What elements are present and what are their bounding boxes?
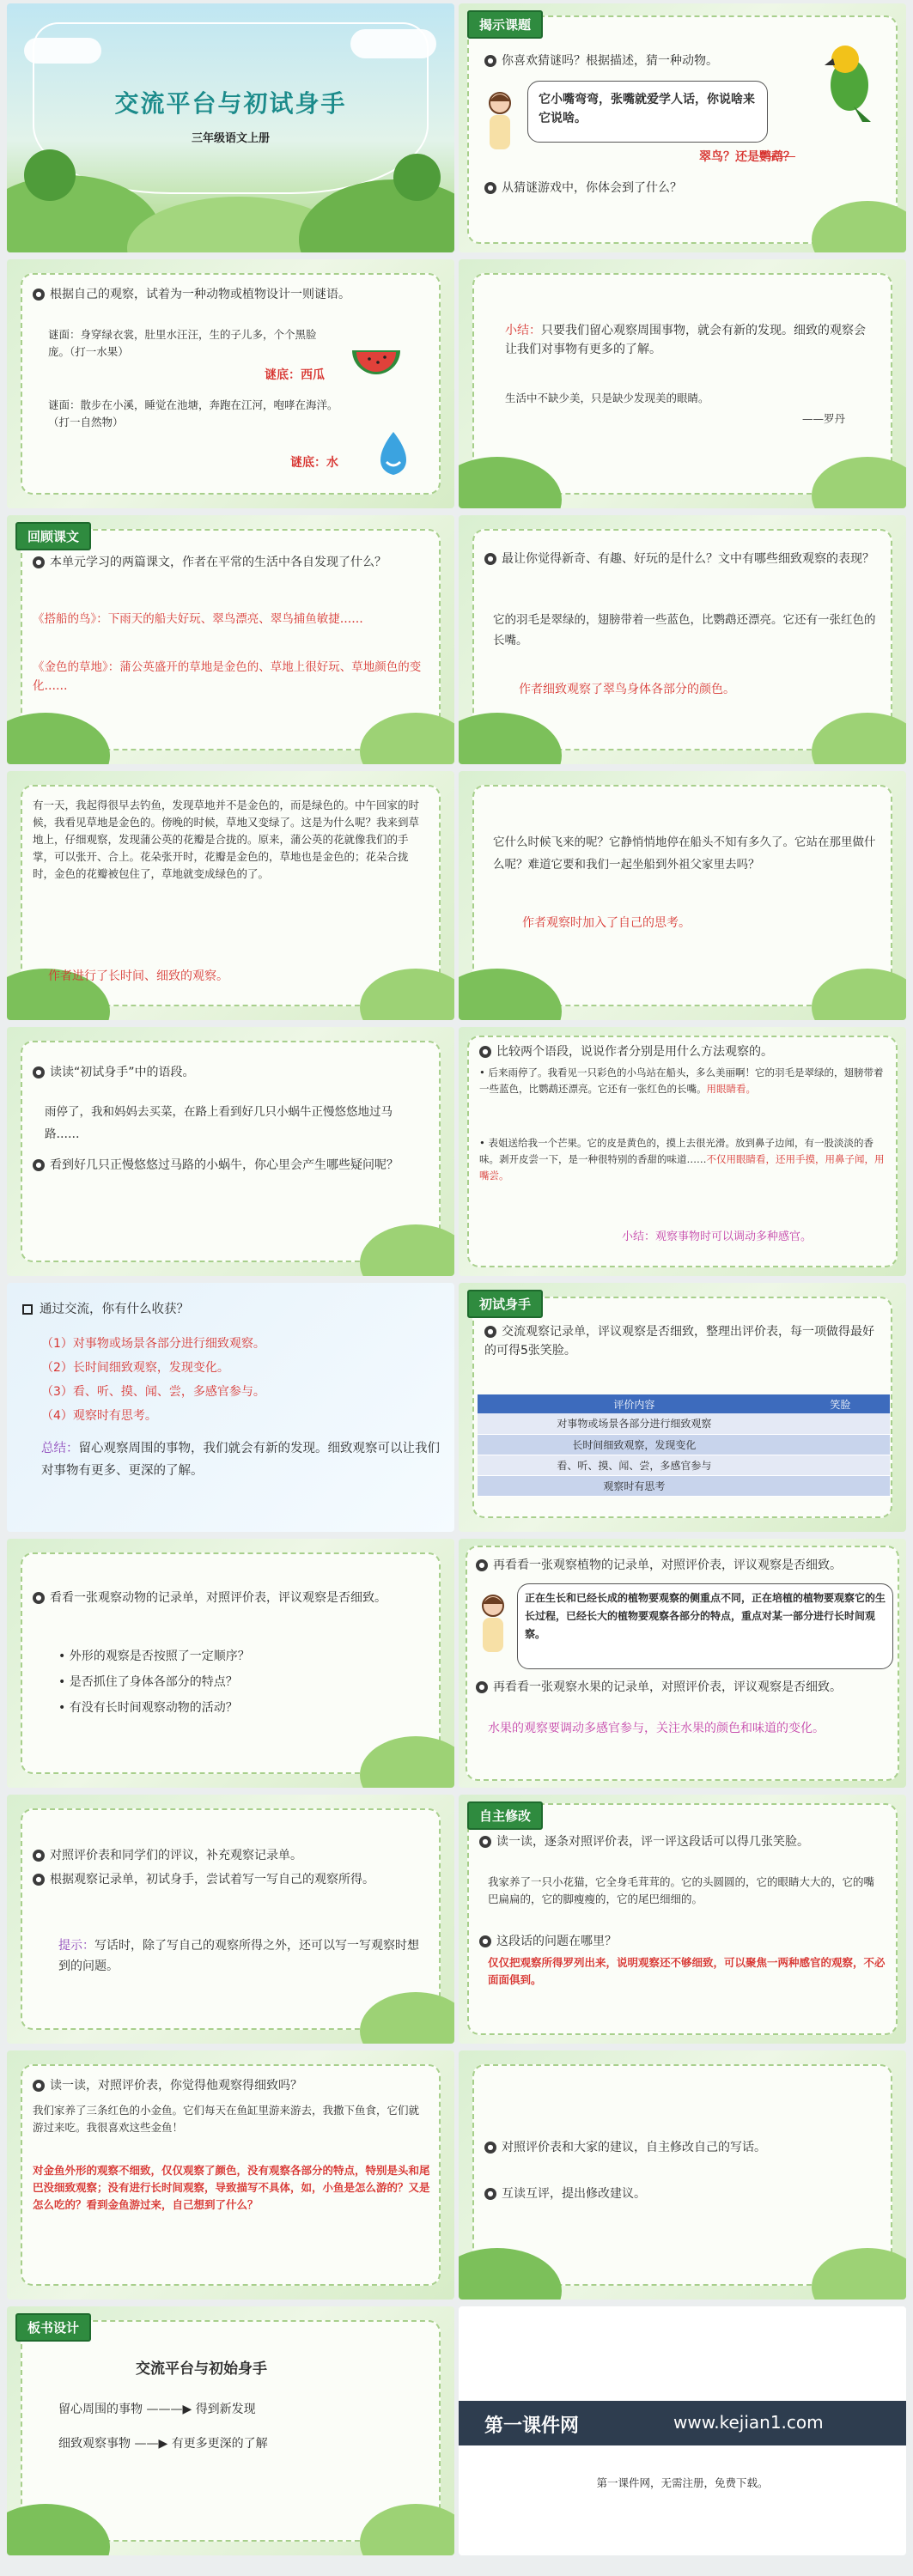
conclusion-text: 对金鱼外形的观察不细致，仅仅观察了颜色，没有观察各部分的特点，特别是头和尾巴没细致观察；没有进行长时间观察，导致描写不具体，如，小鱼是怎么游的？又是怎么吃的？看到金鱼游过来，自己想到了什么？ (33, 2164, 430, 2211)
slide-plant-record (459, 1539, 906, 1788)
slide-animal-record (7, 1539, 454, 1788)
dot-icon: ● (33, 289, 45, 301)
slide-compare-methods (459, 1027, 906, 1276)
dot-icon: ● (33, 1066, 45, 1078)
list-item: • 是否抓住了身体各部分的特点？ (58, 1675, 238, 1689)
conclusion-text: 仅仅把观察所得罗列出来，说明观察还不够细致，可以聚焦一两种感官的观察，不必面面俱到。 (488, 1956, 886, 1986)
slide-footer-ad (459, 2306, 906, 2555)
quote-text: 生活中不缺少美，只是缺少发现美的眼睛。 (505, 392, 709, 404)
slide-goldfish (7, 2050, 454, 2300)
harvest-item: （2）长时间细致观察，发现变化。 (41, 1361, 229, 1375)
table-row: 观察时有思考 (478, 1475, 890, 1496)
slide-observation-thinking (459, 771, 906, 1020)
answer-text: 《搭船的鸟》：下雨天的船夫好玩、翠鸟漂亮、翠鸟捕鱼敏捷…… (33, 612, 363, 626)
dot-icon: ● (476, 1681, 488, 1693)
section-tag: 初试身手 (467, 1290, 543, 1318)
dot-icon: ● (476, 1559, 488, 1571)
dot-icon: ● (484, 2188, 496, 2200)
question-text: ● 再看看一张观察植物的记录单，对照评价表，评议观察是否细致。 (476, 1556, 888, 1575)
answer-text: 翠鸟？还是鹦鹉？ (699, 150, 795, 164)
dot-icon: ● (33, 556, 45, 568)
dot-icon: ● (33, 2080, 45, 2092)
water-splash-illustration (368, 428, 419, 479)
question-text: ● 根据自己的观察，试着为一种动物或植物设计一则谜语。 (33, 285, 428, 304)
question-text: ● 交流观察记录单，评议观察是否细致，整理出评价表，每一项做得最好的可得5张笑脸。 (484, 1325, 874, 1358)
board-title: 交流平台与初始身手 (136, 2360, 267, 2378)
question-text: ● 根据观察记录单，初试身手，尝试着写一写自己的观察所得。 (33, 1870, 428, 1889)
slide-title (7, 3, 454, 252)
excerpt-text: • 表姐送给我一个芒果。它的皮是黄色的，摸上去很光滑。放到鼻子边闻，有一股淡淡的香味。剥开皮尝一下，是一种很特别的香甜的味道……不仅用眼睛看，还用手摸，用鼻子闻，用嘴尝。 (479, 1137, 885, 1182)
dot-icon: ● (484, 1326, 496, 1338)
excerpt-text: 它的羽毛是翠绿的，翅膀带着一些蓝色，比鹦鹉还漂亮。它还有一张红色的长嘴。 (493, 613, 876, 647)
question-text: ● 读一读，逐条对照评价表，评一评这段话可以得几张笑脸。 (479, 1832, 886, 1851)
table-row: 长时间细致观察，发现变化 (478, 1434, 890, 1455)
question-text: ● 读读“初试身手”中的语段。 (33, 1063, 428, 1082)
question-text: ● 你喜欢猜谜吗？根据描述，猜一种动物。 (484, 52, 828, 70)
dot-icon: ● (33, 1874, 45, 1886)
slide-observation-meadow (7, 771, 454, 1020)
dot-icon: ● (33, 1592, 45, 1604)
brand-name: 第一课件网 (484, 2415, 580, 2437)
slide-revise-writing (459, 2050, 906, 2300)
slide-board-design (7, 2306, 454, 2555)
question-text: ● 读一读，对照评价表，你觉得他观察得细致吗？ (33, 2076, 428, 2095)
excerpt-text: 有一天，我起得很早去钓鱼，发现草地并不是金色的，而是绿色的。中午回家的时候，我看见草地是金色的。傍晚的时候，草地又变绿了。这是为什么呢？我来到草地上，仔细观察，发现蒲公英的花瓣是合拢的。原来，蒲公英的花就像我们的手掌，可以张开、合上。花朵张开时，花瓣是金色的，草地也是金色的；花朵合拢时，金色的花瓣被包住了，草地就变成绿色的了。 (33, 799, 420, 880)
section-tag: 自主修改 (467, 1801, 543, 1830)
conclusion-text: 作者细致观察了翠鸟身体各部分的颜色。 (519, 683, 735, 696)
section-tag: 回顾课文 (15, 522, 91, 550)
dot-icon: ● (33, 1850, 45, 1862)
checkbox-icon (22, 1304, 33, 1315)
excerpt-text: 我家养了一只小花猫，它全身毛茸茸的。它的头圆圆的，它的眼睛大大的，它的嘴巴扁扁的，它的脚瘦瘦的，它的尾巴细细的。 (488, 1875, 875, 1905)
speech-bubble: 它小嘴弯弯，张嘴就爱学人话，你说啥来它说啥。 (527, 81, 768, 143)
dot-icon: ● (479, 1046, 491, 1058)
tip-text: 提示：写话时，除了写自己的观察所得之外，还可以写一写观察时想到的问题。 (58, 1939, 419, 1973)
riddle-text: 谜面：身穿绿衣裳，肚里水汪汪，生的子儿多，个个黑脸庞。（打一水果） (48, 328, 317, 358)
question-text: ● 比较两个语段，说说作者分别是用什么方法观察的。 (479, 1042, 883, 1061)
content-card (472, 785, 892, 1006)
conclusion-text: 总结：留心观察周围的事物，我们就会有新的发现。细致观察可以让我们对事物有更多、更深的了解。 (41, 1442, 440, 1478)
slide-summary (459, 259, 906, 508)
dot-icon: ● (484, 182, 496, 194)
question-text: ● 对照评价表和大家的建议，自主修改自己的写话。 (484, 2136, 880, 2159)
dot-icon: ● (484, 553, 496, 565)
question-text: ● 本单元学习的两篇课文，作者在平常的生活中各自发现了什么？ (33, 553, 428, 572)
question-text: ● 最让你觉得新奇、有趣、好玩的是什么？文中有哪些细致观察的表现？ (484, 550, 880, 568)
footer-note: 第一课件网，无需注册，免费下载。 (596, 2476, 769, 2489)
conclusion-text: 作者观察时加入了自己的思考。 (522, 916, 691, 930)
teacher-illustration (476, 1592, 510, 1661)
question-text: ● 再看看一张观察水果的记录单，对照评价表，评议观察是否细致。 (476, 1678, 888, 1697)
harvest-item: （1）对事物或场景各部分进行细致观察。 (41, 1337, 265, 1351)
summary-text: 小结：观察事物时可以调动多种感官。 (622, 1230, 813, 1243)
table-row: 对事物或场景各部分进行细致观察 (478, 1413, 890, 1434)
riddle-answer: 谜底：西瓜 (265, 368, 325, 382)
arrow-right-icon: ——▶ (134, 2437, 168, 2451)
harvest-item: （4）观察时有思考。 (41, 1409, 157, 1423)
table-header: 笑脸 (791, 1394, 890, 1413)
arrow-right-icon: ———▶ (146, 2403, 192, 2416)
answer-text: 《金色的草地》：蒲公英盛开的草地是金色的、草地上很好玩、草地颜色的变化…… (33, 660, 422, 693)
brand-bar (459, 2401, 906, 2445)
quote-author: ——罗丹 (802, 412, 846, 425)
conclusion-text: 作者进行了长时间、细致的观察。 (48, 969, 228, 983)
question-text: 通过交流，你有什么收获？ (22, 1300, 435, 1319)
dot-icon: ● (33, 1159, 45, 1171)
slide-evaluation-table (459, 1283, 906, 1532)
list-item: • 外形的观察是否按照了一定顺序？ (58, 1649, 250, 1663)
slide-review-texts (7, 515, 454, 764)
table-header: 评价内容 (478, 1394, 791, 1413)
section-tag: 板书设计 (15, 2313, 91, 2342)
content-card (21, 2320, 441, 2542)
evaluation-table (478, 1394, 890, 1497)
dot-icon: ● (479, 1836, 491, 1848)
content-card (21, 1808, 441, 2030)
question-text: ● 从猜谜游戏中，你体会到了什么？ (484, 179, 880, 197)
excerpt-text: 雨停了，我和妈妈去买菜，在路上看到好几只小蜗牛正慢悠悠地过马路…… (45, 1105, 393, 1141)
dot-icon: ● (479, 1935, 491, 1947)
slide-try-writing (7, 1795, 454, 2044)
list-item: • 有没有长时间观察动物的活动？ (58, 1701, 238, 1715)
teacher-illustration (483, 89, 517, 158)
page-title: 交流平台与初试身手 (114, 89, 347, 118)
riddle-text: 谜面：散步在小溪，睡觉在池塘，奔跑在江河，咆哮在海洋。（打一自然物） (48, 398, 338, 428)
brand-url[interactable]: www.kejian1.com (673, 2412, 824, 2433)
dot-icon: ● (484, 55, 496, 67)
board-line: 留心周围的事物 ———▶ 得到新发现 (58, 2403, 256, 2416)
slide-first-try-reading (7, 1027, 454, 1276)
slide-riddle-design (7, 259, 454, 508)
riddle-answer: 谜底：水 (290, 456, 338, 470)
dot-icon: ● (484, 2142, 496, 2154)
question-text: ● 对照评价表和同学们的评议，补充观察记录单。 (33, 1846, 428, 1865)
page-subtitle: 三年级语文上册 (191, 132, 270, 145)
excerpt-text: • 后来雨停了。我看见一只彩色的小鸟站在船头，多么美丽啊！它的羽毛是翠绿的，翅膀带着一些蓝色，比鹦鹉还漂亮。它还有一张红色的长嘴。用眼睛看。 (479, 1066, 884, 1095)
question-text: ● 看看一张观察动物的记录单，对照评价表，评议观察是否细致。 (33, 1589, 428, 1607)
watermelon-illustration (350, 342, 402, 385)
content-card (472, 2064, 892, 2286)
slide-harvest (7, 1283, 454, 1532)
question-text: ● 这段话的问题在哪里？ (479, 1932, 886, 1951)
question-text: ● 看到好几只正慢悠悠过马路的小蜗牛，你心里会产生哪些疑问呢？ (33, 1156, 428, 1175)
content-card (472, 273, 892, 495)
slide-observation-kingfisher (459, 515, 906, 764)
question-text: ● 互读互评，提出修改建议。 (484, 2184, 880, 2203)
summary-text: 小结：只要我们留心观察周围事物，就会有新的发现。细致的观察会让我们对事物有更多的了解。 (505, 324, 866, 356)
excerpt-text: 它什么时候飞来的呢？它静悄悄地停在船头不知有多久了。它站在那里做什么呢？难道它要和我们一起坐船到外祖父家里去吗？ (493, 835, 876, 872)
table-row: 看、听、摸、闻、尝，多感官参与 (478, 1455, 890, 1475)
tree-decoration (393, 154, 441, 201)
section-tag: 揭示课题 (467, 10, 543, 39)
board-line: 细致观察事物 ——▶ 有更多更深的了解 (58, 2437, 268, 2451)
speech-bubble: 正在生长和已经长成的植物要观察的侧重点不同，正在培植的植物要观察它的生长过程，已经长大的植物要观察各部分的特点，重点对某一部分进行长时间观察。 (517, 1583, 893, 1669)
parrot-illustration (802, 38, 888, 124)
conclusion-text: 水果的观察要调动多感官参与，关注水果的颜色和味道的变化。 (488, 1722, 825, 1735)
excerpt-text: 我们家养了三条红色的小金鱼。它们每天在鱼缸里游来游去，我撒下鱼食，它们就游过来吃。我很喜欢这些金鱼！ (33, 2104, 420, 2134)
slide-reveal-topic (459, 3, 906, 252)
tree-decoration (24, 149, 76, 201)
harvest-item: （3）看、听、摸、闻、尝，多感官参与。 (41, 1385, 265, 1399)
slide-self-revise (459, 1795, 906, 2044)
